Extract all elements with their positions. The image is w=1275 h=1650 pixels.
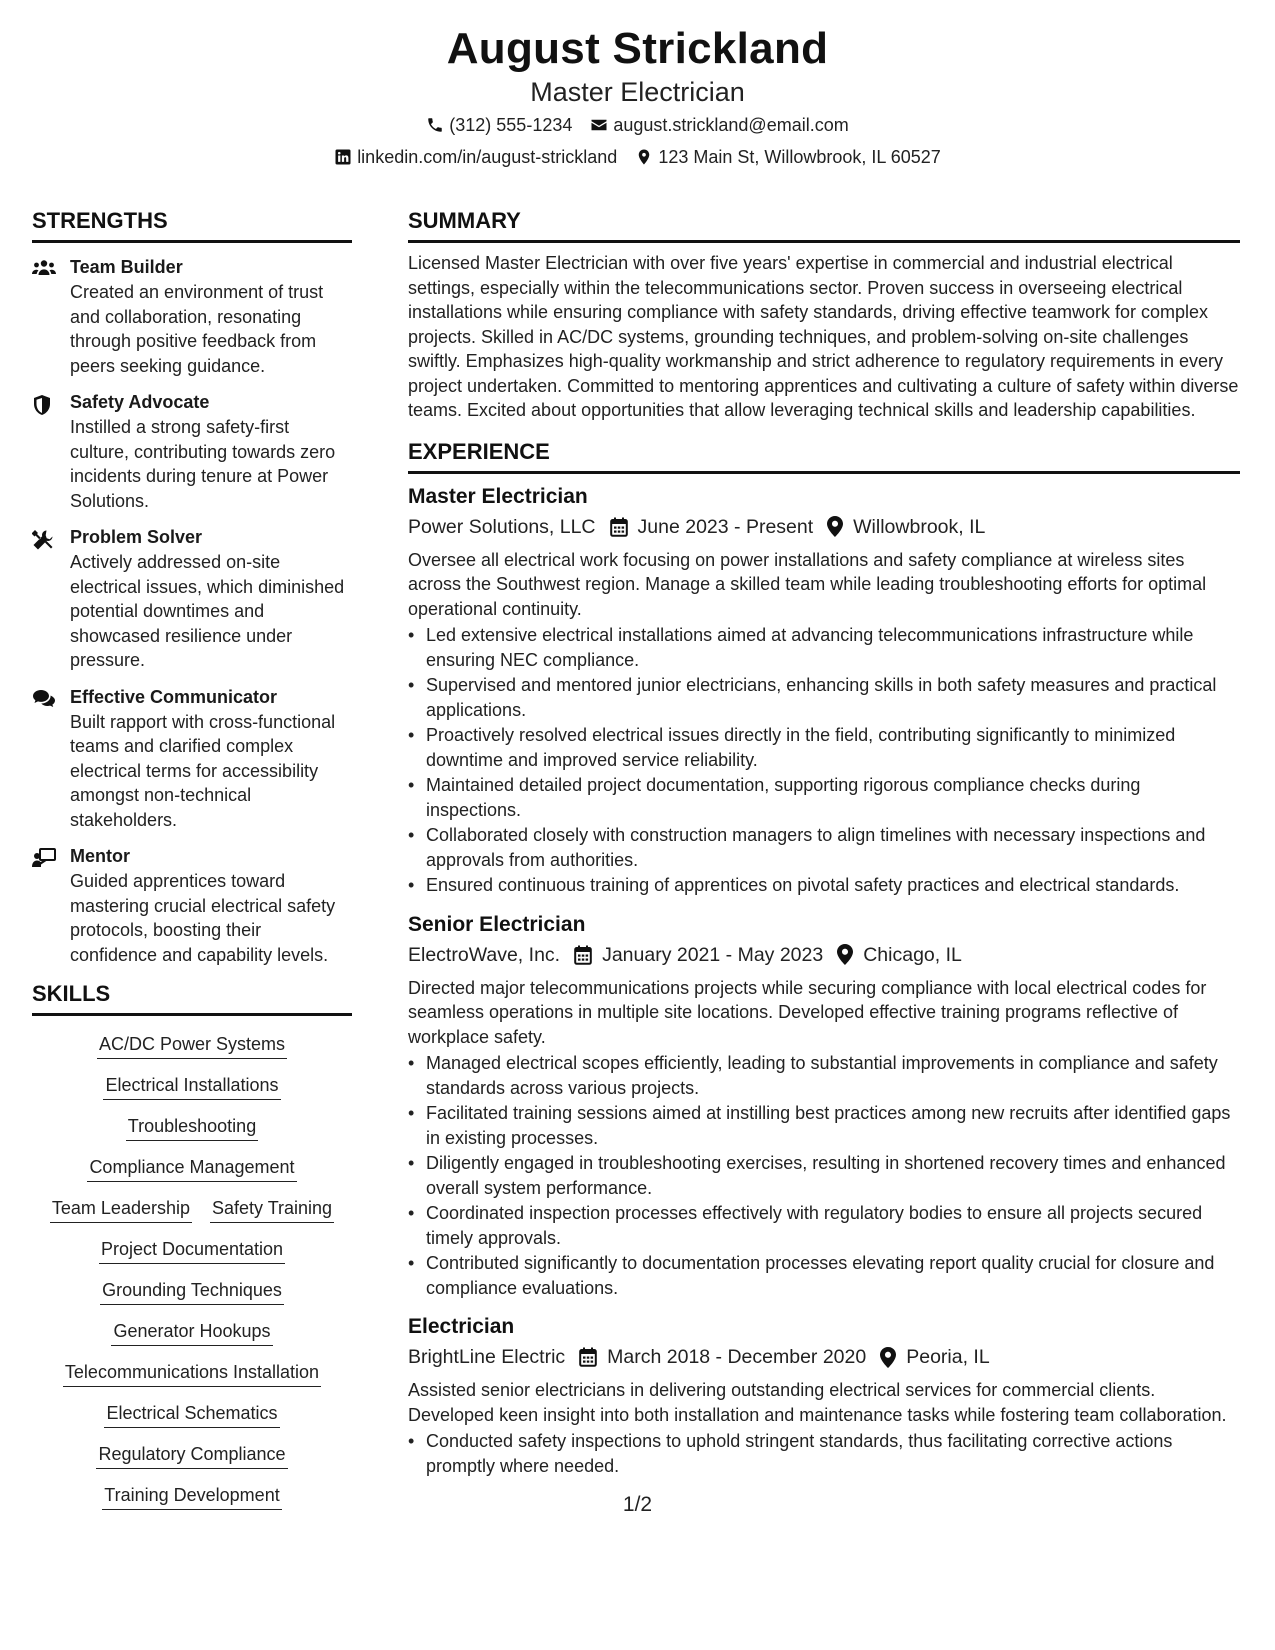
job-meta xyxy=(408,1342,1240,1372)
tools-icon xyxy=(32,525,56,673)
job-bullets xyxy=(408,1429,1240,1478)
skill-row xyxy=(32,1317,352,1346)
address-text: 123 Main St, Willowbrook, IL 60527 xyxy=(658,147,941,167)
candidate-role: Master Electrician xyxy=(530,77,745,107)
job-bullet: • Conducted safety inspections to uphold stringent standards, thus facilitating corrective actions promptly where needed. xyxy=(408,1429,1240,1478)
job-dates: March 2018 - December 2020 xyxy=(607,1346,867,1368)
job-company: BrightLine Electric xyxy=(408,1346,566,1368)
strength-item xyxy=(32,525,352,673)
right-column xyxy=(408,206,1240,1490)
address-contact xyxy=(635,142,940,172)
job-bullet: • Contributed significantly to documentation processes elevating report quality crucial for closure and compliance evaluations. xyxy=(408,1251,1240,1300)
skill-tag: Regulatory Compliance xyxy=(96,1440,287,1469)
skill-tag: Troubleshooting xyxy=(126,1112,258,1141)
job-bullets xyxy=(408,623,1240,898)
strength-description: Instilled a strong safety-first culture, contributing towards zero incidents during tenure at Power Solutions. xyxy=(70,417,336,511)
job-company: ElectroWave, Inc. xyxy=(408,943,561,966)
page-number: 1/2 xyxy=(622,1493,653,1516)
job-bullet: • Ensured continuous training of apprentices on pivotal safety practices and electrical standards. xyxy=(408,873,1240,898)
skill-row xyxy=(32,1358,352,1387)
skill-row xyxy=(32,1194,352,1223)
job-dates: June 2023 - Present xyxy=(637,515,814,538)
job-company: Power Solutions, LLC xyxy=(408,515,596,538)
linkedin-contact[interactable] xyxy=(334,142,617,172)
map-pin-icon xyxy=(827,516,843,537)
job-title: Master Electrician xyxy=(408,484,588,508)
strength-title: Team Builder xyxy=(70,257,183,277)
job-bullet: • Led extensive electrical installations aimed at advancing telecommunications infrastructure while ensuring NEC compliance. xyxy=(408,623,1240,672)
job-bullets xyxy=(408,1051,1240,1300)
left-column xyxy=(32,206,352,1522)
linkedin-icon xyxy=(334,148,352,166)
skill-tag: Training Development xyxy=(102,1481,281,1510)
candidate-name: August Strickland xyxy=(446,24,829,73)
skill-tag: Team Leadership xyxy=(50,1194,192,1223)
job-bullet: • Diligently engaged in troubleshooting exercises, resulting in shortened recovery times and enhanced overall system performance. xyxy=(408,1151,1240,1200)
job-bullet: • Collaborated closely with construction managers to align timelines with necessary inspections and approvals from authorities. xyxy=(408,823,1240,872)
strength-description: Guided apprentices toward mastering crucial electrical safety protocols, boosting their confidence and capability levels. xyxy=(70,871,336,965)
job-bullet: • Maintained detailed project documentation, supporting rigorous compliance checks during inspections. xyxy=(408,773,1240,822)
skill-row xyxy=(32,1112,352,1141)
job-entry xyxy=(408,1312,1240,1478)
skill-row xyxy=(32,1235,352,1264)
calendar-icon xyxy=(579,1347,597,1367)
phone-icon xyxy=(426,116,444,134)
strength-item xyxy=(32,685,352,833)
skill-tag: Electrical Schematics xyxy=(104,1399,279,1428)
envelope-icon xyxy=(590,116,608,134)
skill-row xyxy=(32,1071,352,1100)
map-pin-icon xyxy=(880,1347,896,1368)
skill-tag: Project Documentation xyxy=(99,1235,285,1264)
skill-tag: Grounding Techniques xyxy=(100,1276,284,1305)
skill-row xyxy=(32,1440,352,1469)
skill-tag: AC/DC Power Systems xyxy=(97,1030,287,1059)
strength-title: Effective Communicator xyxy=(70,686,278,707)
job-title: Electrician xyxy=(408,1315,515,1338)
strength-item xyxy=(32,255,352,378)
teacher-icon xyxy=(32,844,56,967)
phone-text: (312) 555-1234 xyxy=(449,115,573,135)
skill-tag: Generator Hookups xyxy=(111,1317,272,1346)
skill-row xyxy=(32,1399,352,1428)
job-description: Oversee all electrical work focusing on power installations and safety compliance at wireless sites across the Southwest region. Manage a skilled team while leading troubleshooting efforts for optimal operational continuity. xyxy=(408,549,1207,619)
calendar-icon xyxy=(574,945,592,965)
job-bullet: • Coordinated inspection processes effectively with regulatory bodies to ensure all projects secured timely approvals. xyxy=(408,1201,1240,1250)
skill-row xyxy=(32,1030,352,1059)
job-entry xyxy=(408,910,1240,1301)
job-description: Directed major telecommunications projects while securing compliance with local electrical codes for seamless operations in multiple site locations. Developed effective training programs reflective of workplace safety. xyxy=(408,977,1207,1047)
skill-row xyxy=(32,1153,352,1182)
phone-contact[interactable] xyxy=(426,110,572,140)
strength-title: Mentor xyxy=(70,846,130,866)
linkedin-text: linkedin.com/in/august-strickland xyxy=(357,147,618,167)
map-pin-icon xyxy=(837,944,853,965)
strengths-heading: STRENGTHS xyxy=(32,206,352,243)
email-text: august.strickland@email.com xyxy=(613,115,849,135)
job-location: Chicago, IL xyxy=(863,943,962,966)
skills-list xyxy=(32,1024,352,1510)
job-description: Assisted senior electricians in delivering outstanding electrical services for commercial clients. Developed keen insight into both installation and maintenance tasks while fostering team collaboration. xyxy=(408,1380,1227,1425)
resume-header xyxy=(0,22,1275,172)
skill-tag: Compliance Management xyxy=(87,1153,296,1182)
skill-tag: Electrical Installations xyxy=(103,1071,280,1100)
strengths-list xyxy=(32,251,352,967)
job-bullet: • Managed electrical scopes efficiently, leading to substantial improvements in compliance and safety standards across various projects. xyxy=(408,1051,1240,1100)
job-title: Senior Electrician xyxy=(408,912,586,936)
job-bullet: • Proactively resolved electrical issues directly in the field, contributing significantly to minimized downtime and improved service reliability. xyxy=(408,723,1240,772)
strength-description: Built rapport with cross-functional teams and clarified complex electrical terms for accessibility amongst non-technical stakeholders. xyxy=(70,711,336,830)
shield-icon xyxy=(32,390,56,513)
job-location: Peoria, IL xyxy=(906,1346,990,1368)
strength-title: Safety Advocate xyxy=(70,392,210,412)
strength-description: Created an environment of trust and collaboration, resonating through positive feedback from peers seeking guidance. xyxy=(70,282,324,376)
job-dates: January 2021 - May 2023 xyxy=(602,943,824,966)
calendar-icon xyxy=(610,517,628,537)
strength-title: Problem Solver xyxy=(70,527,203,547)
contact-row-1 xyxy=(0,110,1275,140)
skill-tag: Telecommunications Installation xyxy=(63,1358,321,1387)
strength-description: Actively addressed on-site electrical issues, which diminished potential downtimes and showcased resilience under pressure. xyxy=(70,552,345,670)
contact-row-2 xyxy=(0,142,1275,172)
skill-tag: Safety Training xyxy=(210,1194,334,1223)
job-location: Willowbrook, IL xyxy=(853,515,986,538)
job-bullet: • Supervised and mentored junior electricians, enhancing skills in both safety measures and practical applications. xyxy=(408,673,1240,722)
strength-item xyxy=(32,390,352,513)
summary-heading: SUMMARY xyxy=(408,206,1240,243)
users-icon xyxy=(32,255,56,378)
map-pin-icon xyxy=(635,148,653,166)
experience-list xyxy=(408,482,1240,1479)
comments-icon xyxy=(32,685,56,833)
job-meta xyxy=(408,512,1240,542)
job-bullet: • Facilitated training sessions aimed at instilling best practices among new recruits after identified gaps in existing processes. xyxy=(408,1101,1240,1150)
email-contact[interactable] xyxy=(590,110,848,140)
experience-heading: EXPERIENCE xyxy=(408,437,1240,474)
job-entry xyxy=(408,482,1240,898)
summary-text: Licensed Master Electrician with over five years' expertise in commercial and industrial electrical settings, especially within the telecommunications sector. Proven success in overseeing electrical installations while ensuring compliance with safety standards, driving effective teamwork for complex projects. Skilled in AC/DC systems, grounding techniques, and problem-solving on-site challenges swiftly. Emphasizes high-quality workmanship and strict adherence to regulatory requirements in every project undertaken. Committed to mentoring apprentices and cultivating a culture of safety within diverse teams. Excited about opportunities that allow leveraging technical skills and leadership capabilities. xyxy=(408,253,1239,420)
skills-heading: SKILLS xyxy=(32,979,352,1016)
job-meta xyxy=(408,940,1240,970)
skill-row xyxy=(32,1276,352,1305)
strength-item xyxy=(32,844,352,967)
